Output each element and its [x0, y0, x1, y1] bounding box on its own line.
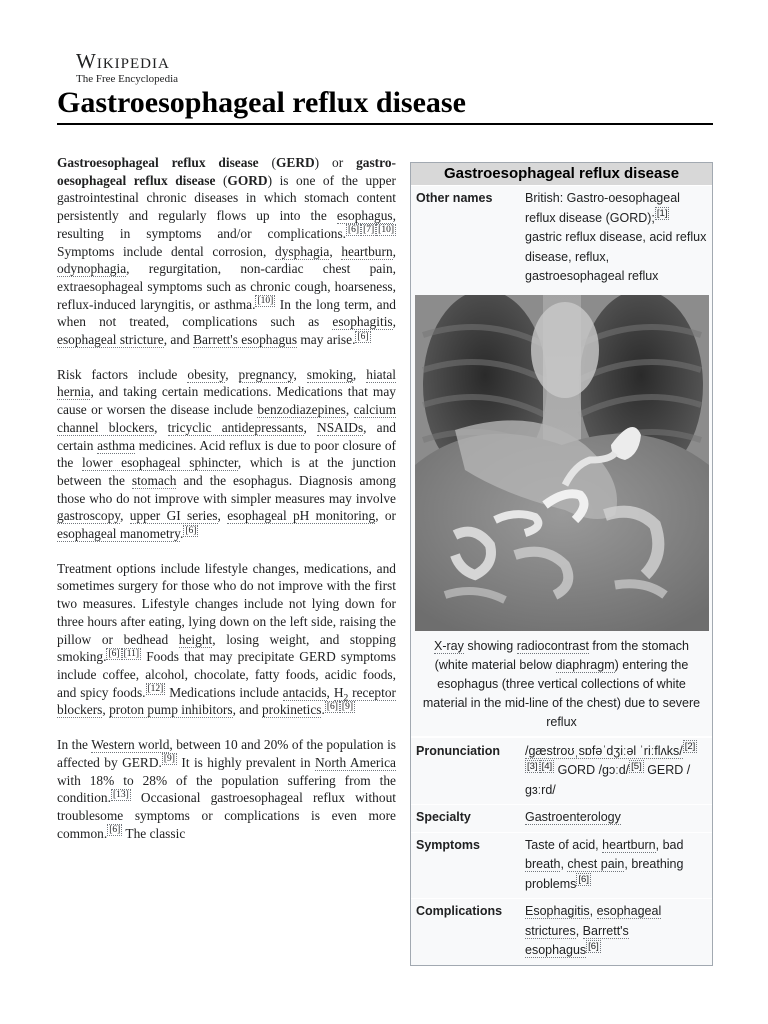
text: H — [333, 684, 344, 700]
text: Foods that may precipitate GERD symptoms include coffee, alcohol, chocolate, fatty foods, acidic foods, and spicy foods. — [57, 649, 396, 700]
text: , — [575, 923, 583, 938]
text: It is highly prevalent in — [176, 754, 315, 770]
text: , and certain — [57, 419, 397, 453]
citation-13[interactable]: [13] — [112, 789, 129, 800]
text: Occasional gastroesophageal reflux without troublesome symptoms or complications is even more common. — [57, 790, 396, 841]
text: , — [392, 314, 396, 330]
text: ( — [258, 155, 276, 170]
citation-10[interactable]: [10] — [378, 225, 394, 236]
citation-4[interactable]: [4] — [541, 760, 553, 772]
text: and the esophagus. Diagnosis among those who do not improve with simpler measures may involve — [57, 472, 397, 506]
text: , — [589, 904, 597, 918]
text: medicines. Acid reflux is due to poor closure of the — [57, 437, 396, 471]
text: In the long term, and when not treated, complications such as — [57, 296, 397, 330]
text: Taste of acid, — [525, 837, 603, 852]
citation-7[interactable]: [7] — [363, 225, 375, 236]
paragraph-epidemiology — [57, 736, 396, 842]
link-proton-pump-inhibitors[interactable]: proton pump inhibitors — [109, 702, 233, 718]
title-divider — [57, 123, 713, 125]
link-esophageal-stricture[interactable]: esophageal stricture — [57, 332, 164, 348]
citation-6[interactable]: [6] — [357, 331, 369, 342]
link-esophageal-manometry[interactable]: esophageal manometry — [57, 526, 180, 542]
text: ( — [215, 172, 228, 188]
text: Medications include — [165, 684, 283, 700]
text: , — [560, 857, 568, 871]
infobox-label: Pronunciation — [416, 743, 501, 758]
link-western-world[interactable]: Western world — [91, 737, 170, 753]
text: , — [217, 508, 228, 524]
infobox-row-other-names — [411, 185, 712, 291]
link-barretts-esophagus[interactable]: Barrett's esophagus — [525, 923, 629, 957]
citation-6[interactable]: [6] — [578, 874, 589, 886]
infobox-label: Other names — [416, 191, 493, 205]
link-stomach[interactable]: stomach — [131, 472, 177, 488]
link-esophagitis[interactable]: Esophagitis — [525, 904, 590, 918]
citation-5[interactable]: [5] — [631, 760, 642, 772]
citation-2[interactable]: [2] — [684, 741, 696, 753]
citation-3[interactable]: [3] — [527, 760, 538, 772]
logo-tagline: The Free Encyclopedia — [76, 73, 179, 85]
citation-9[interactable]: [9] — [163, 754, 175, 765]
link-benzodiazepines[interactable]: benzodiazepines — [257, 402, 346, 418]
text: , — [345, 402, 354, 418]
infobox-label: Complications — [416, 904, 503, 918]
link-chest-pain[interactable]: chest pain — [567, 857, 625, 871]
text: may arise. — [297, 332, 356, 348]
text: GERD /ɡɜːrd/ — [525, 763, 691, 797]
link-gastroscopy[interactable]: gastroscopy — [57, 508, 121, 524]
text: In the — [57, 737, 92, 753]
text: showing — [463, 638, 517, 653]
infobox-value — [525, 902, 707, 961]
link-gastroenterology[interactable]: Gastroenterology — [525, 810, 621, 824]
text: British: Gastro-oesophageal reflux disease (GORD); — [525, 191, 680, 225]
text: , — [326, 684, 334, 700]
page-title: Gastroesophageal reflux disease — [57, 86, 466, 119]
link-nsaids[interactable]: NSAIDs — [317, 419, 364, 435]
link-bad-breath[interactable]: breath — [525, 857, 561, 871]
text: , — [120, 508, 130, 524]
link-esophagitis[interactable]: esophagitis — [332, 314, 393, 330]
citation-6[interactable]: [6] — [588, 940, 599, 952]
link-odynophagia[interactable]: odynophagia — [57, 261, 127, 277]
citation-6[interactable]: [6] — [326, 701, 338, 712]
text: . — [179, 526, 184, 542]
text: ) entering the esophagus (three vertical collections of white material in the mid-line of the chest) due to severe reflux — [422, 657, 701, 729]
infobox-row-complications — [411, 898, 712, 965]
citation-6[interactable]: [6] — [109, 825, 121, 836]
citation-9[interactable]: [9] — [341, 701, 353, 712]
text: , — [293, 366, 307, 382]
text: , regurgitation, non-cardiac chest pain, extraesophageal symptoms such as chronic cough, hoarseness, reflux-induced laryngitis, or asthma. — [57, 261, 396, 312]
link-dysphagia[interactable]: dysphagia — [275, 243, 330, 259]
text: , resulting in symptoms and/or complications. — [57, 208, 396, 241]
link-height[interactable]: height — [178, 631, 213, 647]
link-esophagus[interactable]: esophagus — [336, 208, 393, 224]
text: , and taking certain medications. Medications that may cause or worsen the disease include — [57, 384, 396, 418]
infobox-value — [525, 189, 707, 287]
link-barretts-esophagus[interactable]: Barrett's esophagus — [193, 332, 298, 348]
link-radiocontrast[interactable]: radiocontrast — [516, 638, 589, 653]
text: , bad — [655, 837, 684, 852]
bold-term: Gastroesophageal reflux disease — [57, 155, 259, 170]
infobox-value — [525, 836, 707, 895]
link-prokinetics[interactable]: prokinetics — [261, 702, 322, 718]
text: receptor blockers — [57, 684, 396, 718]
link-obesity[interactable]: obesity — [187, 366, 226, 382]
link-heartburn[interactable]: heartburn — [602, 837, 656, 852]
link-asthma[interactable]: asthma — [97, 437, 136, 453]
infobox-row-specialty — [411, 804, 712, 832]
link-hiatal-hernia[interactable]: hiatal hernia — [57, 366, 397, 400]
text: , — [303, 419, 318, 435]
infobox-caption — [411, 631, 712, 737]
citation-11[interactable]: [11] — [123, 648, 140, 659]
link-smoking[interactable]: smoking — [306, 366, 353, 382]
text: gastric reflux disease, acid reflux disease, reflux, gastroesophageal reflux — [525, 230, 707, 283]
text: , — [102, 702, 110, 718]
text: , — [392, 243, 396, 259]
link-x-ray[interactable]: X-ray — [434, 638, 464, 653]
infobox-value — [525, 808, 707, 828]
paragraph-risk-factors — [57, 366, 396, 543]
infobox-value — [525, 742, 707, 801]
text: , — [329, 243, 342, 259]
text: , — [352, 366, 367, 382]
infobox-row-pronunciation — [411, 737, 712, 805]
paragraph-intro — [57, 154, 396, 349]
bold-term: GERD — [275, 155, 315, 170]
text: Symptoms include dental corrosion, — [57, 243, 276, 259]
text: , breathing problems — [525, 857, 684, 891]
text: , or — [375, 508, 397, 524]
text: Treatment options include lifestyle changes, medications, and sometimes surgery for those who do not improve with the first two measures. Lifestyle changes include not lying down for three hours after eating, lying down on the left side, raising the pillow or bedhead — [57, 560, 396, 647]
infobox-row-symptoms — [411, 832, 712, 899]
link-ipa-gerd[interactable]: /ɡæstroʊˌsɒfəˈdʒiːəl ˈriːflʌks/ — [525, 743, 683, 758]
link-esophageal-ph-monitoring[interactable]: esophageal pH monitoring — [227, 508, 376, 524]
link-calcium-channel-blockers[interactable]: calcium channel blockers — [57, 402, 396, 435]
link-pregnancy[interactable]: pregnancy — [238, 366, 294, 382]
bold-term: GORD — [227, 172, 268, 188]
text: , — [225, 366, 239, 382]
link-esophageal-strictures[interactable]: esophageal strictures — [525, 904, 662, 938]
text: , and — [163, 332, 194, 348]
citation-6[interactable]: [6] — [185, 525, 197, 536]
link-upper-gi-series[interactable]: upper GI series — [129, 508, 218, 524]
paragraph-treatment — [57, 560, 396, 719]
xray-image[interactable] — [415, 295, 709, 631]
subscript: 2 — [343, 693, 349, 704]
citation-6[interactable]: [6] — [348, 225, 360, 236]
text: , between 10 and 20% of the population is affected by GERD. — [57, 737, 396, 770]
link-antacids[interactable]: antacids — [282, 684, 327, 700]
text: ) or — [314, 155, 357, 170]
text: ) is one of the upper gastrointestinal chronic diseases in which stomach content persistently and regularly flows up into the — [57, 172, 396, 224]
text: , losing weight, and stopping smoking. — [57, 631, 396, 665]
infobox-title: Gastroesophageal reflux disease — [411, 163, 712, 185]
text: , and — [232, 702, 262, 718]
text: Risk factors include — [57, 366, 188, 382]
logo-wordmark: Wikipedia — [76, 49, 170, 73]
infobox — [410, 162, 713, 966]
text: from the stomach (white material below — [434, 638, 689, 672]
link-north-america[interactable]: North America — [314, 754, 396, 770]
text: . — [321, 702, 325, 718]
text: The classic — [122, 825, 186, 841]
link-diaphragm[interactable]: diaphragm — [555, 657, 615, 672]
infobox-label: Specialty — [416, 810, 471, 824]
citation-1[interactable]: [1] — [656, 208, 668, 220]
text: , — [154, 419, 168, 435]
text: GORD /ɡɔːd/ — [554, 763, 630, 777]
wikipedia-logo[interactable] — [76, 50, 178, 85]
text: with 18% to 28% of the population suffering from the condition. — [57, 772, 396, 806]
citation-10[interactable]: [10] — [257, 296, 274, 307]
infobox-label: Symptoms — [416, 837, 480, 852]
infobox-image[interactable] — [411, 291, 712, 631]
link-heartburn[interactable]: heartburn — [341, 243, 393, 259]
bold-term: gastro-oesophageal reflux disease — [57, 155, 396, 188]
citation-12[interactable]: [12] — [147, 684, 164, 695]
link-lower-esophageal-sphincter[interactable]: lower esophageal sphincter — [82, 455, 238, 471]
link-tricyclic-antidepressants[interactable]: tricyclic antidepressants — [167, 419, 304, 435]
citation-6[interactable]: [6] — [108, 648, 120, 659]
article-body — [57, 154, 396, 859]
text: , which is at the junction between the — [57, 455, 396, 488]
